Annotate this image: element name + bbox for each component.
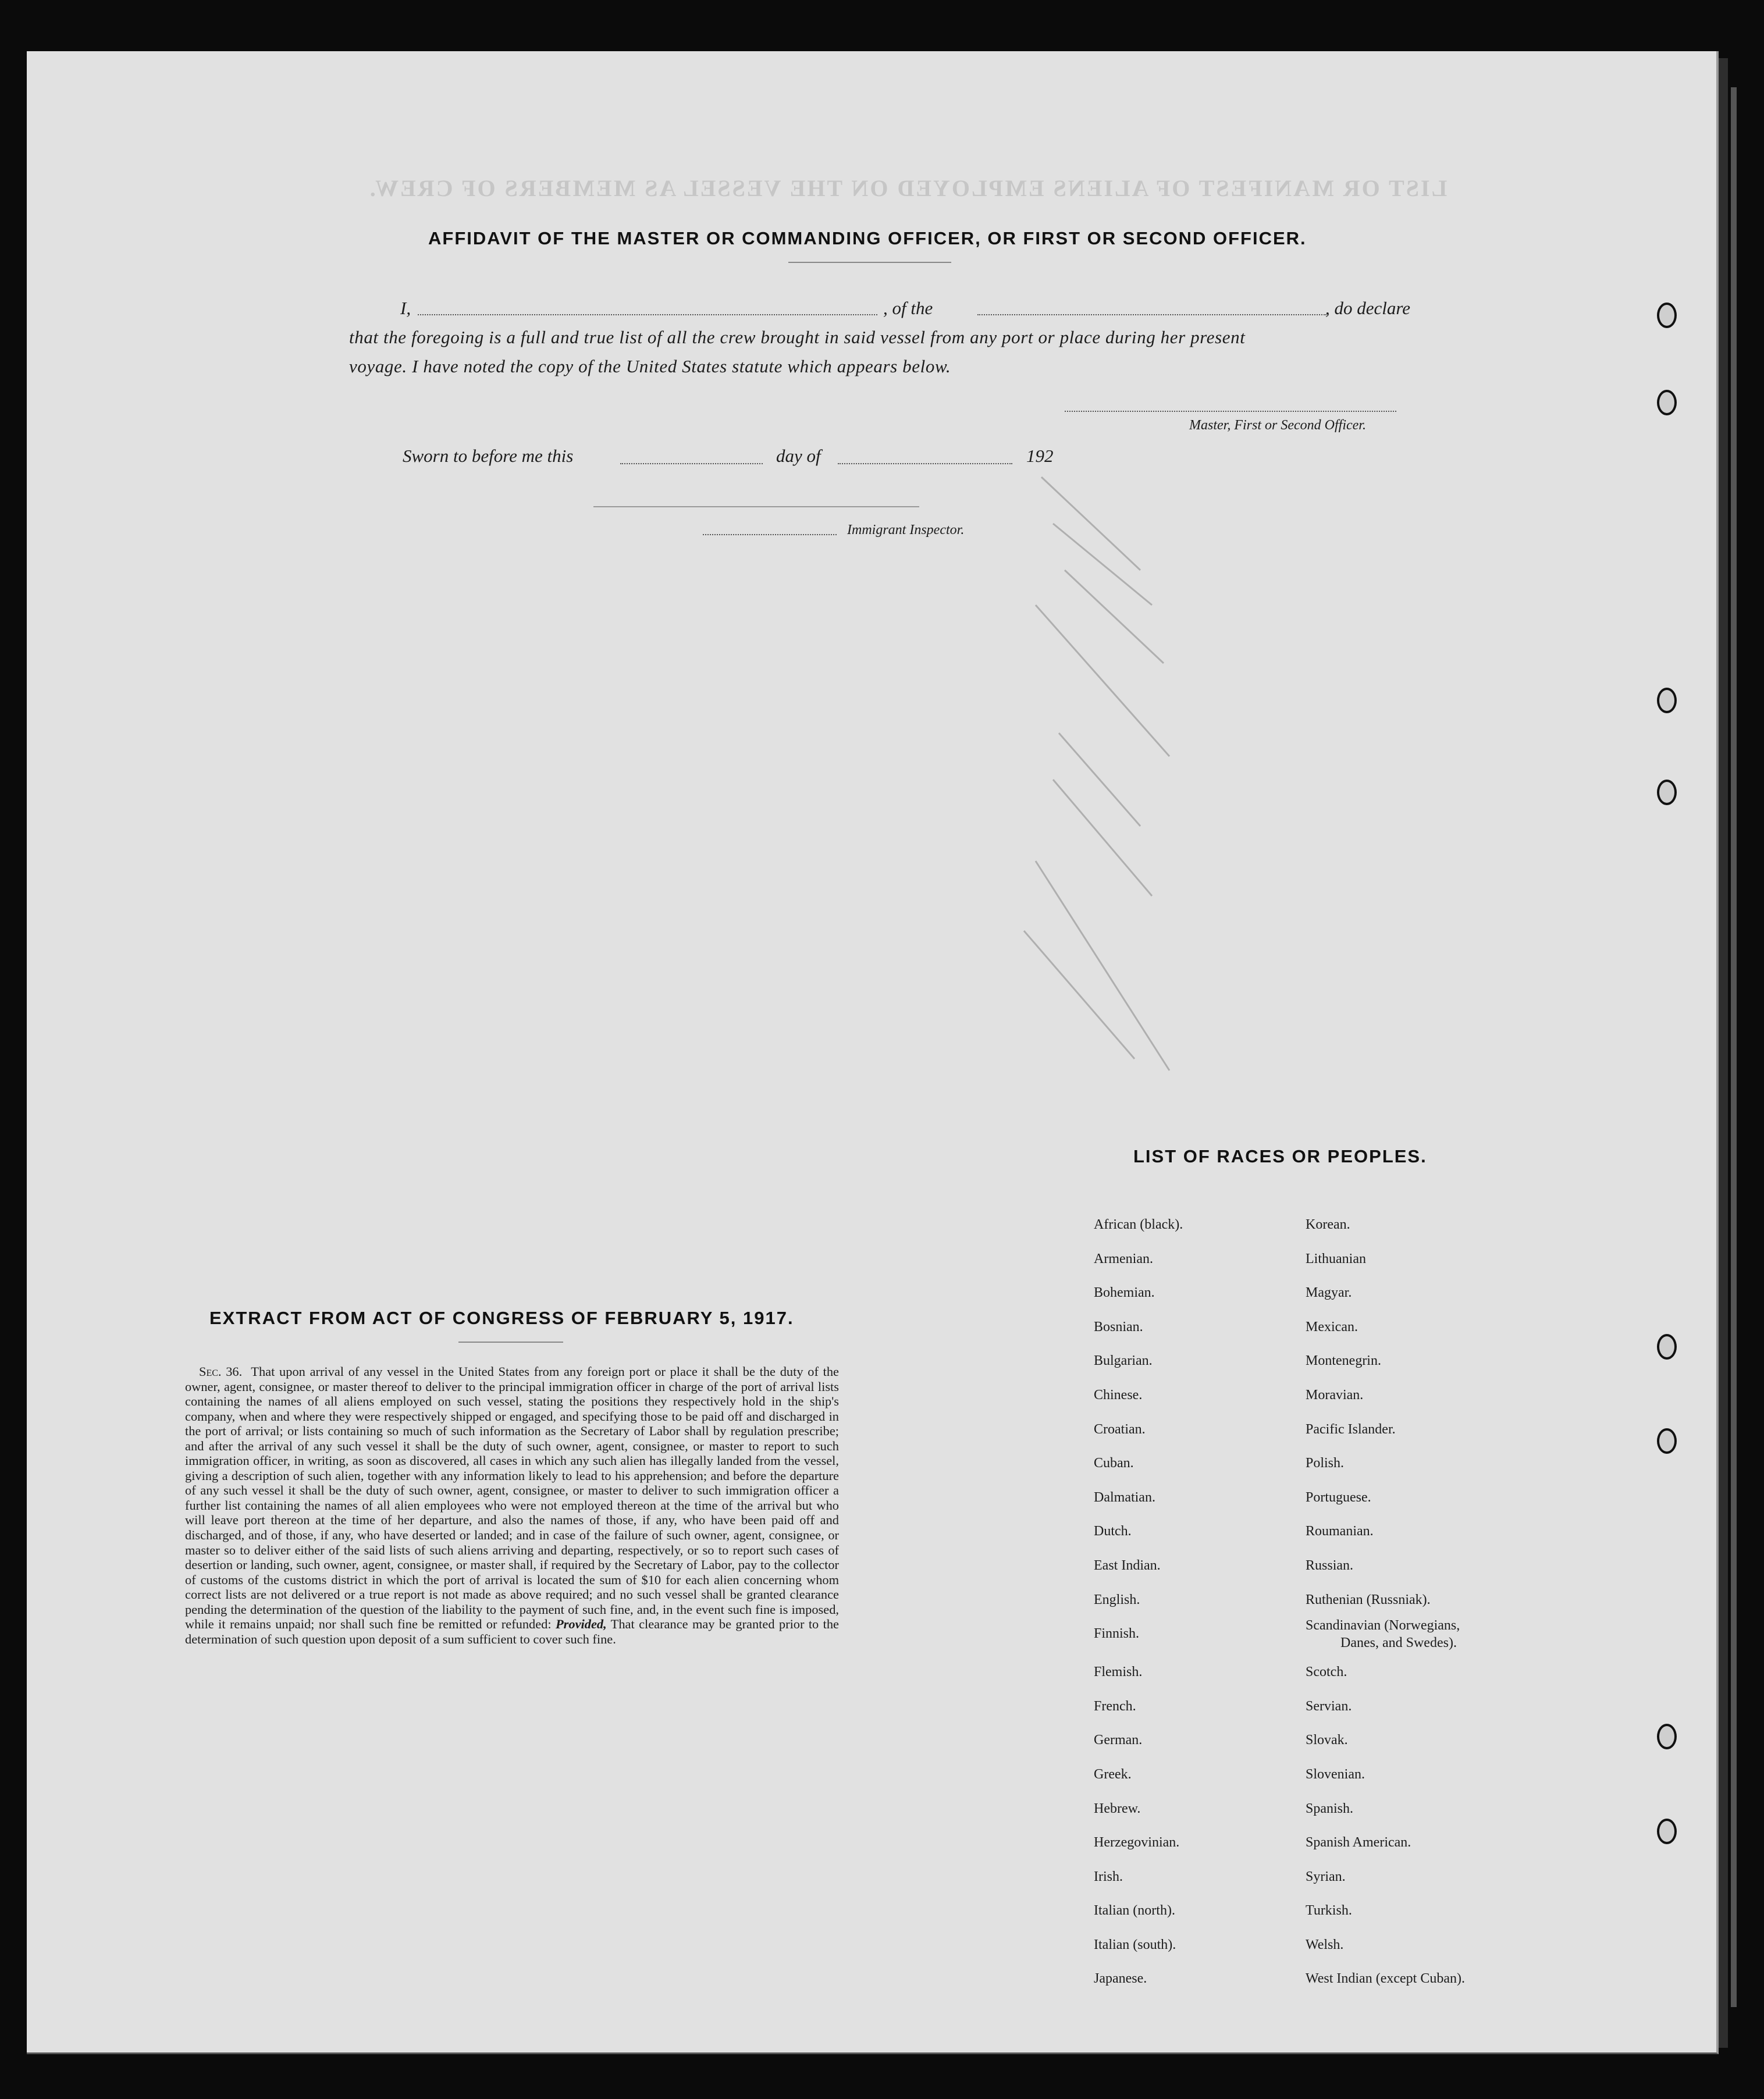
binder-hole [1657,1428,1677,1454]
race-item: Greek. [1094,1766,1132,1782]
race-item: Bohemian. [1094,1285,1155,1301]
inspector-name-field[interactable] [703,534,837,535]
inspector-label: Immigrant Inspector. [847,522,965,538]
binder-hole [1657,688,1677,713]
extract-body [185,1364,839,1646]
race-item: Montenegrin. [1306,1353,1381,1369]
race-item: Dalmatian. [1094,1489,1155,1505]
race-item: Bosnian. [1094,1319,1143,1335]
race-item-scandinavian [1306,1617,1465,1655]
race-item: Dutch. [1094,1524,1132,1539]
master-signature-field[interactable] [1065,411,1396,412]
extract-title: EXTRACT FROM ACT OF CONGRESS OF FEBRUARY 5, 1917. [209,1308,794,1328]
race-item: Spanish. [1306,1801,1354,1816]
day-of-label: day of [776,446,821,466]
race-item: Italian (north). [1094,1903,1175,1919]
master-name-field[interactable] [418,314,877,315]
section-label: Sec. [199,1364,222,1379]
extract-title-underline [458,1342,563,1343]
sworn-label: Sworn to before me this [403,446,574,466]
race-item: African (black). [1094,1217,1183,1232]
vessel-name-field[interactable] [977,314,1326,315]
affidavit-i-label: I, [400,298,411,318]
extract-text-tail: That clearance may be granted prior to the determination of such question upon deposit of a sum sufficient to cover such fine. [185,1617,839,1646]
affidavit-line-3: voyage. I have noted the copy of the United States statute which appears below. [349,356,951,376]
race-item: Scandinavian (Norwegians, [1306,1618,1460,1634]
extract-text-main: That upon arrival of any vessel in the United States from any foreign port or place it shall be the duty of the owner, agent, consignee, or master thereof to deliver to the principal immigration officer in charge of the port of arrival lists containing the names of all aliens employed on such vessel, stating the positions they respectively hold in the ship's company, when and where they were respectively shipped or engaged, and specifying those to be paid off and discharged in the port of arrival; or lists containing so much of such information as the Secretary of Labor shall by regulation prescribe; and after the arrival of any such vessel it shall be the duty of such owner, agent, consignee, or master to report to such immigration officer, in writing, as soon as discovered, all cases in which any such alien has illegally landed from the vessel, giving a description of such alien, together with any information likely to lead to his apprehension; and before the departure of any such vessel it shall be the duty of such owner, agent, consignee, or master to deliver to such immigration officer a further list containing the names of all alien employees who were not employed thereon at the time of the arrival but who will leave port thereon at the time of her departure, and also the names of those, if any, who have been paid off and discharged, and of those, if any, who have deserted or landed; and in case of the failure of such owner, agent, consignee, or master so to deliver either of the said lists of such aliens arriving and departing, respectively, or so to report such cases of desertion or landing, such owner, agent, consignee, or master shall, if required by the Secretary of Labor, pay to the collector of customs of the customs district in which the port of arrival is located the sum of $10 for each alien concerning whom correct lists are not delivered or a true report is not made as above required; and no such vessel shall be granted clearance pending the determination of the question of the liability to the payment of such fine, and, in the event such fine is imposed, while it remains unpaid; nor shall such fine be remitted or refunded: [185,1364,839,1632]
races-left-column [1094,1208,1183,1996]
page-edge-inner [1731,87,1737,2007]
race-item: Roumanian. [1306,1524,1374,1539]
race-item: Ruthenian (Russniak). [1306,1592,1431,1607]
affidavit-line-2: that the foregoing is a full and true list of all the crew brought in said vessel from any port or place during her present [349,327,1246,347]
race-item: Magyar. [1306,1285,1352,1301]
sworn-month-field[interactable] [838,463,1012,464]
pencil-marks [1018,454,1193,1094]
race-item: English. [1094,1592,1140,1607]
race-item: Korean. [1306,1217,1350,1232]
master-signature-label: Master, First or Second Officer. [1189,418,1366,433]
binder-hole [1657,780,1677,805]
race-item: Spanish American. [1306,1835,1411,1851]
race-item: Servian. [1306,1698,1352,1714]
race-item: Lithuanian [1306,1251,1366,1266]
provided-word: Provided, [556,1617,607,1632]
race-item: Herzegovinian. [1094,1835,1180,1851]
year-prefix: 192 [1026,446,1054,466]
affidavit-title: AFFIDAVIT OF THE MASTER OR COMMANDING OFFICER, OR FIRST OR SECOND OFFICER. [428,228,1307,248]
race-item: Slovenian. [1306,1766,1365,1782]
race-item: Russian. [1306,1557,1354,1573]
race-item: Flemish. [1094,1664,1143,1680]
race-item-continuation: Danes, and Swedes). [1340,1635,1457,1651]
race-item: Portuguese. [1306,1489,1371,1505]
race-item: Welsh. [1306,1937,1344,1952]
race-item: Croatian. [1094,1421,1146,1437]
section-number: 36. [226,1364,243,1379]
race-item: Syrian. [1306,1869,1346,1884]
race-item: Moravian. [1306,1387,1364,1403]
inspector-signature-field[interactable] [593,506,919,507]
binder-hole [1657,1724,1677,1749]
race-item: Finnish. [1094,1626,1140,1642]
races-title: LIST OF RACES OR PEOPLES. [1133,1146,1427,1166]
race-item: West Indian (except Cuban). [1306,1971,1465,1987]
race-item: Chinese. [1094,1387,1143,1403]
race-item: Cuban. [1094,1456,1134,1471]
race-item: Polish. [1306,1456,1345,1471]
race-item: Hebrew. [1094,1801,1141,1816]
binder-hole [1657,1334,1677,1360]
race-item: Bulgarian. [1094,1353,1153,1369]
binder-hole [1657,1819,1677,1844]
sworn-day-field[interactable] [620,463,763,464]
race-item: Irish. [1094,1869,1123,1884]
race-item: Turkish. [1306,1903,1352,1919]
race-item: Armenian. [1094,1251,1153,1266]
affidavit-of-the-label: , of the [883,298,933,318]
affidavit-do-declare-label: , do declare [1325,298,1411,318]
race-item: Slovak. [1306,1732,1348,1748]
race-item: Pacific Islander. [1306,1421,1396,1437]
title-underline [788,262,951,263]
bleed-through-heading: LIST OR MANIFEST OF ALIENS EMPLOYED ON THE VESSEL AS MEMBERS OF CREW. [368,175,1448,201]
race-item: Scotch. [1306,1664,1347,1680]
races-right-column [1306,1208,1465,1996]
race-item: French. [1094,1698,1136,1714]
race-item: East Indian. [1094,1557,1161,1573]
binder-hole [1657,303,1677,328]
binder-hole [1657,390,1677,415]
race-item: Italian (south). [1094,1937,1176,1952]
race-item: Mexican. [1306,1319,1358,1335]
race-item: German. [1094,1732,1143,1748]
race-item: Japanese. [1094,1971,1147,1987]
